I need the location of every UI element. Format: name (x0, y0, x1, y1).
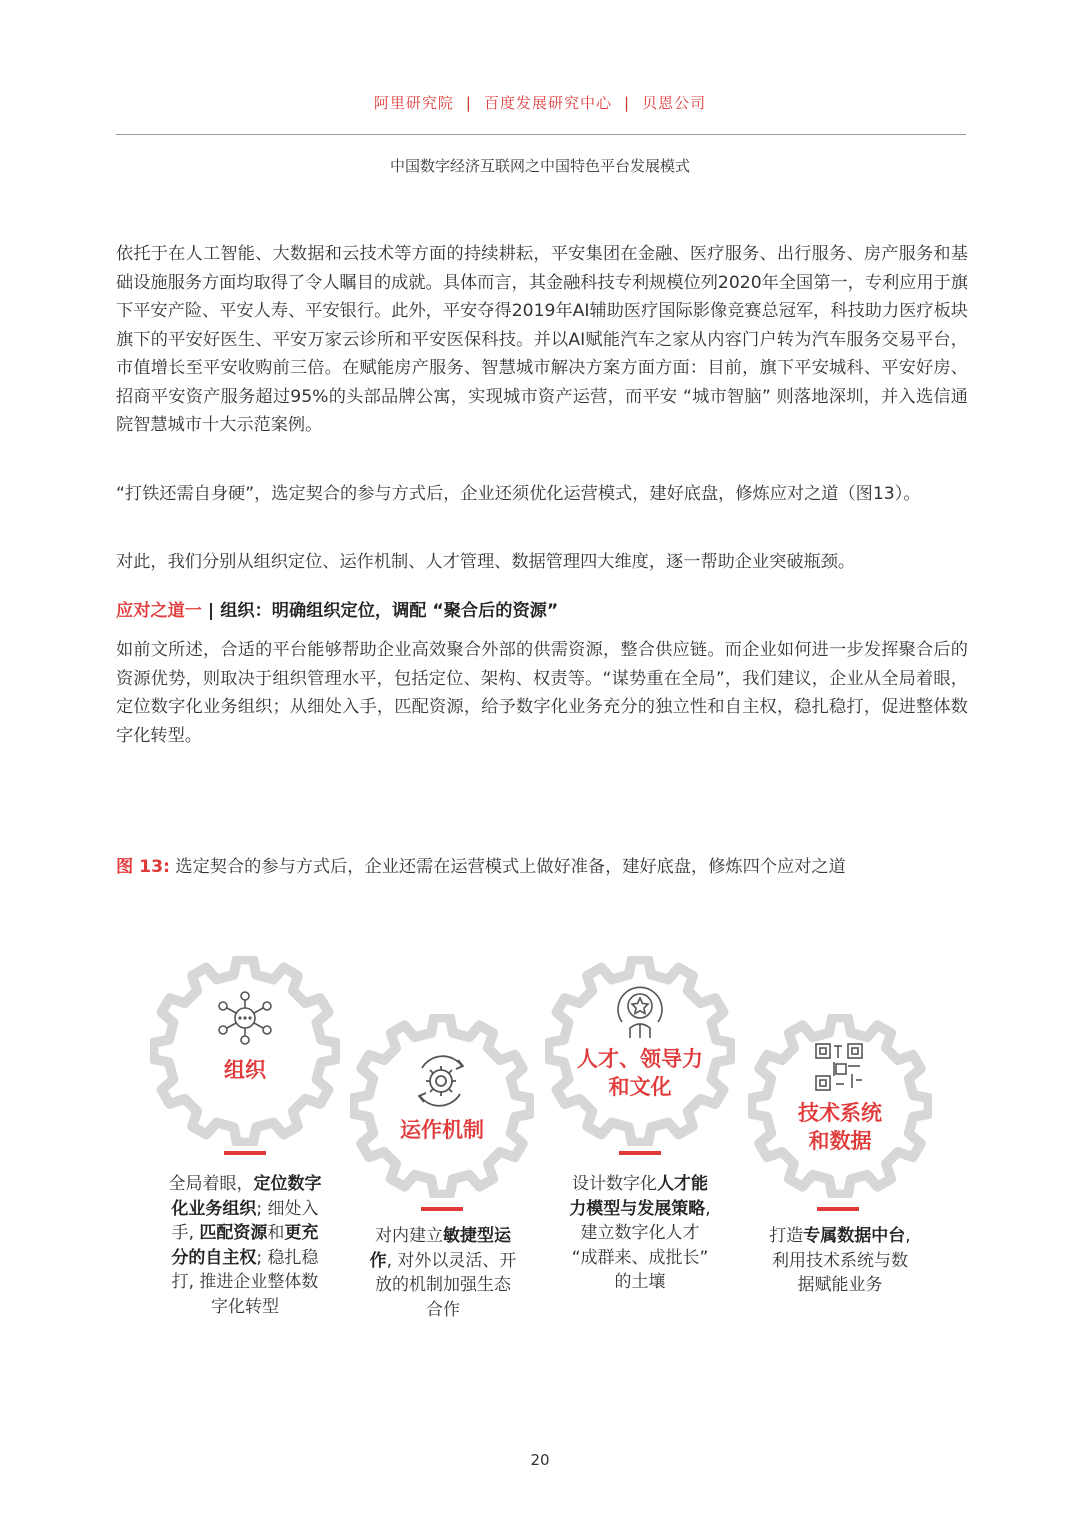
description-text: 设计数字化 (572, 1174, 657, 1194)
star-person-icon (612, 984, 668, 1040)
description-line (742, 1249, 938, 1274)
description-line (545, 1172, 735, 1197)
page-number: 20 (530, 1451, 550, 1469)
description-line (348, 1298, 538, 1323)
description-line (545, 1197, 735, 1222)
description-line (348, 1249, 538, 1274)
description-line (545, 1221, 735, 1246)
description-line (545, 1246, 735, 1271)
gear-label-operation: 运作机制 (400, 1118, 484, 1142)
description-text: , 对外以灵活、开 (386, 1250, 517, 1271)
gear-label-technology: 技术系统 和数据 (798, 1101, 882, 1153)
paragraph-pingan: 依托于在人工智能、大数据和云技术等方面的持续耕耘，平安集团在金融、医疗服务、出行服务、房产服务和基础设施服务方面均取得了令人瞩目的成就。具体而言，其金融科技专利规模位列2020年全国第一，专利应用于旗下平安产险、平安人寿、平安银行。此外，平安夺得2019年AI辅助医疗国际影像竞赛总冠军，科技助力医疗板块旗下的平安好医生、平安万家云诊所和平安医保科技。并以AI赋能汽车之家从内容门户转为汽车服务交易平台，市值增长至平安收购前三倍。在赋能房产服务、智慧城市解决方案方面方面：目前，旗下平安城科、平安好房、招商平安资产服务超过95%的头部品牌公寓，实现城市资产运营，而平安 “城市智脑” 则落地深圳，并入选信通院智慧城市十大示范案例。 (116, 244, 968, 435)
description-text: 对内建立 (375, 1226, 443, 1246)
description-line (150, 1197, 340, 1222)
description-line (150, 1246, 340, 1271)
gear-cycle-icon (410, 1052, 472, 1110)
description-emphasis: 敏捷型运 (443, 1226, 511, 1246)
network-icon (215, 990, 275, 1046)
accent-bar-operation (421, 1207, 463, 1211)
figure-caption (116, 852, 846, 877)
description-emphasis: 匹配资源 (199, 1223, 268, 1243)
gear-description-technology (742, 1224, 938, 1298)
description-line (150, 1221, 340, 1246)
description-emphasis: 分的自主权 (171, 1247, 257, 1268)
description-emphasis: 定位数字 (253, 1174, 322, 1194)
description-text: 放的机制加强生态 (375, 1275, 511, 1295)
description-emphasis: 作 (369, 1250, 387, 1271)
description-line (742, 1273, 938, 1298)
paragraph-intro: “打铁还需自身硬”，选定契合的参与方式后，企业还须优化运营模式，建好底盘，修炼应对之道（图13）。 (116, 484, 921, 504)
paragraph-organization: 如前文所述，合适的平台能够帮助企业高效聚合外部的供需资源，整合供应链。而企业如何进一步发挥聚合后的资源优势，则取决于组织管理水平，包括定位、架构、权责等。“谋势重在全局”，我们建议，企业从全局着眼，定位数字化业务组织；从细处入手，匹配资源，给予数字化业务充分的独立性和自主权，稳扎稳打，促进整体数字化转型。 (116, 640, 968, 746)
description-line (545, 1270, 735, 1295)
gear-description-organization (150, 1172, 340, 1319)
header-separator: | (465, 94, 472, 112)
description-emphasis: 更充 (284, 1223, 319, 1243)
org-baidu-research: 百度发展研究中心 (483, 94, 612, 112)
section-heading-title: | 组织：明确组织定位，调配 “聚合后的资源” (201, 601, 559, 621)
header-separator: | (624, 94, 631, 112)
figure-caption-label: 图 13: (116, 857, 170, 877)
section-heading-label: 应对之道一 (116, 601, 202, 621)
figure-caption-text: 选定契合的参与方式后，企业还需在运营模式上做好准备，建好底盘，修炼四个应对之道 (169, 857, 846, 877)
description-emphasis: 力模型与发展策略 (569, 1198, 706, 1219)
description-text: 打, 推进企业整体数 (171, 1272, 319, 1292)
accent-bar-talent (619, 1151, 661, 1155)
description-text: 手, (171, 1223, 200, 1243)
report-title: 中国数字经济互联网之中国特色平台发展模式 (389, 157, 690, 175)
description-emphasis: 人才能 (657, 1174, 708, 1194)
gear-organization (150, 956, 340, 1146)
description-text: “成群来、成批长” (571, 1247, 709, 1268)
header-divider (116, 134, 966, 135)
qr-chip-icon (812, 1040, 866, 1094)
description-text: 利用技术系统与数 (772, 1250, 908, 1271)
description-line (742, 1224, 938, 1249)
description-line (150, 1295, 340, 1320)
description-text: 打造 (769, 1226, 804, 1246)
gear-label-organization: 组织 (224, 1058, 266, 1082)
paragraph-dimensions: 对此，我们分别从组织定位、运作机制、人才管理、数据管理四大维度，逐一帮助企业突破瓶颈。 (116, 552, 856, 572)
description-text: 全局着眼， (168, 1174, 254, 1194)
description-text: , (905, 1226, 911, 1246)
section-heading (116, 596, 558, 621)
description-emphasis: 专属数据中台 (803, 1226, 906, 1246)
description-line (348, 1273, 538, 1298)
description-text: 的土壤 (614, 1272, 666, 1292)
accent-bar-organization (224, 1151, 266, 1155)
gear-label-talent: 人才、领导力 和文化 (577, 1047, 703, 1099)
description-text: ; 细处入 (256, 1198, 319, 1219)
description-emphasis: 化业务组织 (171, 1198, 257, 1219)
gear-description-operation (348, 1224, 538, 1322)
description-text: 字化转型 (211, 1296, 279, 1317)
header-organizations (0, 92, 1080, 113)
description-text: ; 稳扎稳 (256, 1247, 319, 1268)
accent-bar-technology (817, 1207, 859, 1211)
description-text: 和 (267, 1223, 285, 1243)
org-alibaba-research: 阿里研究院 (373, 94, 454, 112)
gear-description-talent (545, 1172, 735, 1295)
description-text: , (705, 1198, 711, 1219)
description-line (348, 1224, 538, 1249)
description-text: 合作 (426, 1299, 460, 1320)
description-line (150, 1172, 340, 1197)
description-text: 据赋能业务 (797, 1275, 883, 1295)
org-bain: 贝恩公司 (642, 94, 707, 112)
description-text: 建立数字化人才 (580, 1223, 700, 1243)
description-line (150, 1270, 340, 1295)
